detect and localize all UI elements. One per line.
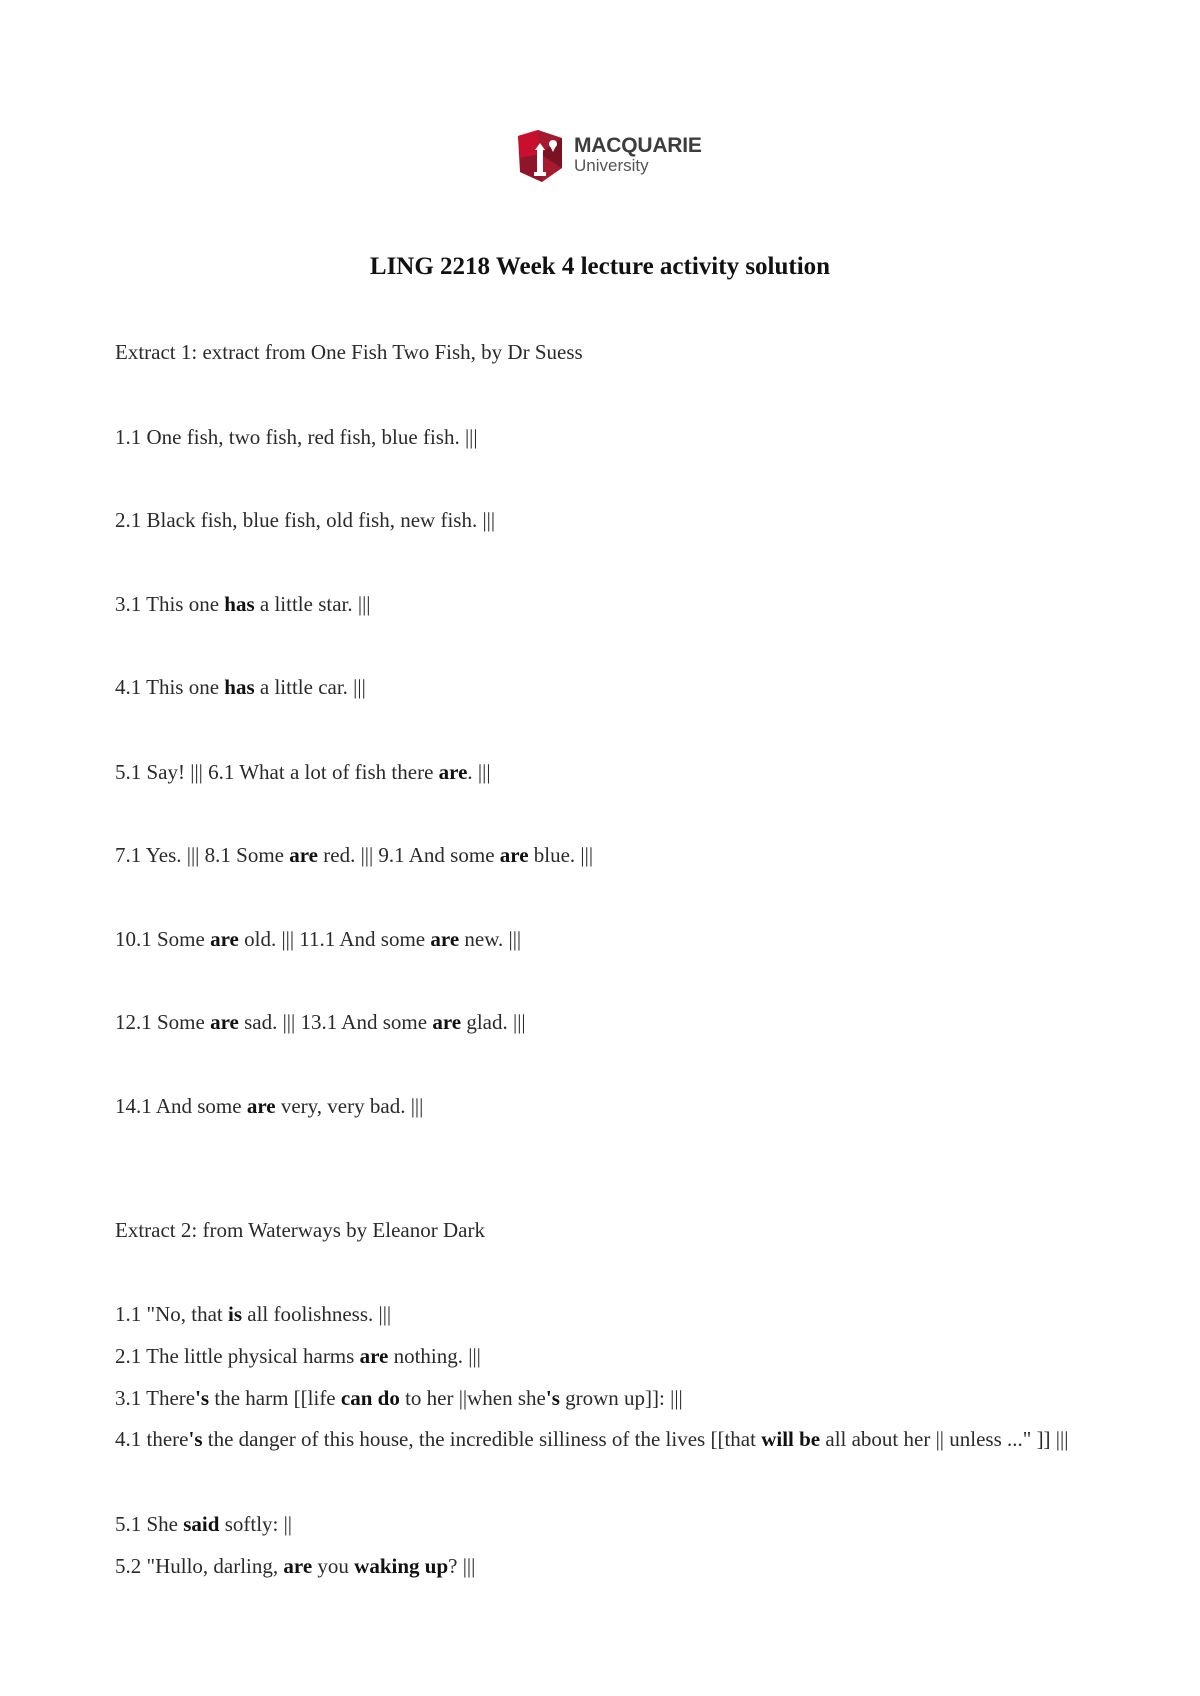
text-segment: 2.1 Black fish, blue fish, old fish, new fish. ||| [115, 508, 496, 532]
verb-highlight: are [359, 1344, 389, 1368]
text-segment: 3.1 This one [115, 592, 225, 616]
text-segment: all foolishness. ||| [242, 1302, 392, 1326]
document-title: LING 2218 Week 4 lecture activity solution [369, 253, 831, 280]
text-segment: 1.1 "No, that [115, 1302, 228, 1326]
text-segment: nothing. ||| [388, 1344, 481, 1368]
verb-highlight: can do [340, 1386, 400, 1410]
verb-highlight: will be [761, 1427, 821, 1451]
verb-highlight: waking up [354, 1554, 449, 1578]
extract2-heading: Extract 2: from Waterways by Eleanor Dark [115, 1218, 485, 1242]
verb-highlight: are [246, 1094, 276, 1118]
text-segment: 4.1 This one [115, 675, 225, 699]
verb-highlight: are [499, 843, 529, 867]
extract2-line [115, 1512, 292, 1537]
text-segment: red. ||| 9.1 And some [318, 843, 500, 867]
extract1-line [115, 425, 478, 450]
extract1-line [115, 843, 593, 868]
verb-highlight: has [224, 675, 255, 699]
verb-highlight: are [430, 927, 460, 951]
logo-wordmark: MACQUARIE [574, 134, 702, 157]
verb-highlight: are [210, 1010, 239, 1034]
text-segment: old. ||| 11.1 And some [238, 927, 431, 951]
text-segment: sad. ||| 13.1 And some [238, 1010, 433, 1034]
verb-highlight: is [227, 1302, 242, 1326]
text-segment: a little car. ||| [254, 675, 366, 699]
extract1-line [115, 508, 495, 533]
verb-highlight: 's [545, 1386, 560, 1410]
text-segment: a little star. ||| [254, 592, 371, 616]
text-segment: the danger of this house, the incredible silliness of the lives [[that [202, 1427, 762, 1451]
extract1-line [115, 1010, 526, 1035]
extract2-line [115, 1418, 1095, 1460]
extract1-line [115, 927, 521, 952]
text-segment: softly: || [219, 1512, 293, 1536]
verb-highlight: are [438, 760, 468, 784]
text-segment: 4.1 there [115, 1427, 189, 1451]
verb-highlight: are [289, 843, 318, 867]
extract1-line [115, 675, 366, 700]
text-segment: ? ||| [448, 1554, 476, 1578]
extract2-line [115, 1302, 391, 1327]
text-segment: very, very bad. ||| [275, 1094, 424, 1118]
text-segment: you [312, 1554, 355, 1578]
text-segment: 10.1 Some [115, 927, 211, 951]
text-segment: 12.1 Some [115, 1010, 211, 1034]
text-segment: the harm [[life [209, 1386, 341, 1410]
verb-highlight: are [283, 1554, 313, 1578]
text-segment: 3.1 There [115, 1386, 196, 1410]
text-segment: glad. ||| [461, 1010, 526, 1034]
text-segment: new. ||| [459, 927, 522, 951]
text-segment: 5.1 She [115, 1512, 184, 1536]
verb-highlight: 's [188, 1427, 203, 1451]
macquarie-logo [516, 128, 702, 184]
extract1-line [115, 1094, 423, 1119]
text-segment: . ||| [467, 760, 491, 784]
lighthouse-crest-icon [516, 128, 566, 184]
extract2-line [115, 1554, 475, 1579]
extract1-line [115, 760, 491, 785]
text-segment: 2.1 The little physical harms [115, 1344, 360, 1368]
extract2-line [115, 1386, 683, 1411]
text-segment: to her ||when she [399, 1386, 546, 1410]
text-segment: grown up]]: ||| [559, 1386, 683, 1410]
extract2-line [115, 1344, 481, 1369]
verb-highlight: said [183, 1512, 220, 1536]
extract1-heading: Extract 1: extract from One Fish Two Fish, by Dr Suess [115, 340, 583, 364]
verb-highlight: are [432, 1010, 462, 1034]
text-segment: 7.1 Yes. ||| 8.1 Some [115, 843, 290, 867]
text-segment: 14.1 And some [115, 1094, 247, 1118]
logo-subword: University [574, 156, 649, 175]
text-segment: blue. ||| [528, 843, 594, 867]
verb-highlight: 's [195, 1386, 210, 1410]
text-segment: all about her || unless ..." ]] ||| [820, 1427, 1069, 1451]
text-segment: 5.1 Say! ||| 6.1 What a lot of fish there [115, 760, 439, 784]
verb-highlight: are [210, 927, 239, 951]
verb-highlight: has [224, 592, 255, 616]
text-segment: 1.1 One fish, two fish, red fish, blue fish. ||| [115, 425, 478, 449]
text-segment: 5.2 "Hullo, darling, [115, 1554, 284, 1578]
extract1-line [115, 592, 370, 617]
